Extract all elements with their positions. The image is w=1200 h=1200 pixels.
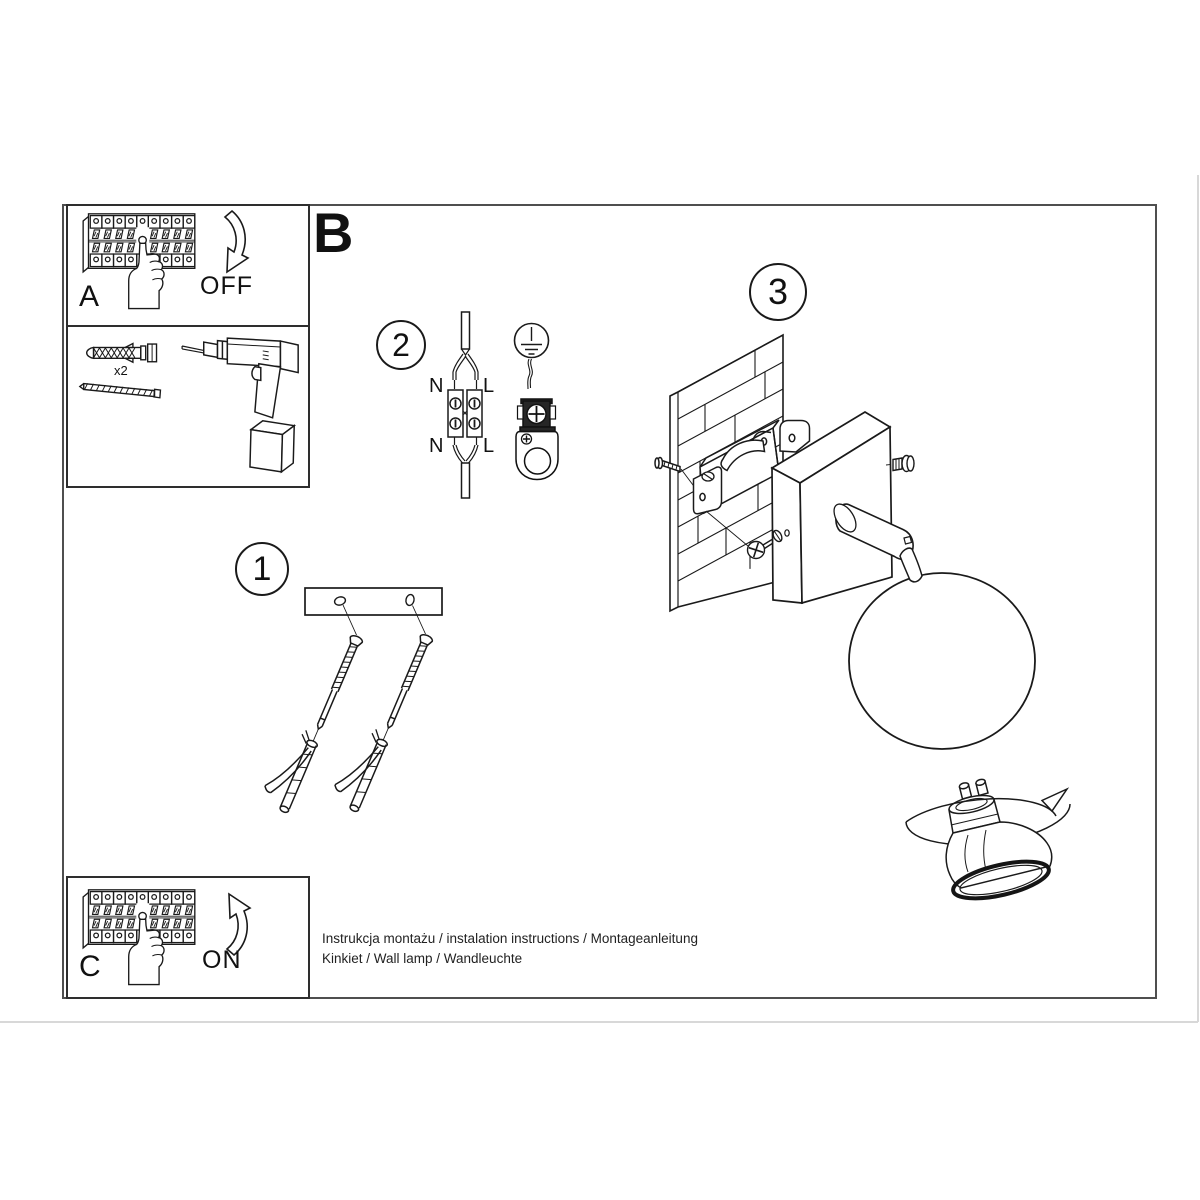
bulb-body <box>946 778 1052 905</box>
label-l-bottom: L <box>483 435 495 457</box>
caption-line-2: Kinkiet / Wall lamp / Wandleuchte <box>322 950 523 966</box>
wall-mounting-illustration <box>650 330 1060 780</box>
cable-top <box>462 312 470 349</box>
section-b-label: B <box>313 201 354 264</box>
step-1-number: 1 <box>252 549 272 588</box>
label-n-bottom: N <box>429 435 444 457</box>
step-2-badge <box>376 320 426 370</box>
cable-bottom <box>462 463 470 498</box>
caption-line-1: Instrukcja montażu / instalation instructions / Montageanleitung <box>322 931 698 946</box>
step-3-number: 3 <box>767 271 789 312</box>
earth-ground-icon <box>515 324 549 390</box>
screw-and-anchor <box>328 625 433 813</box>
power-on-label: ON <box>202 946 242 974</box>
tools-illustration <box>68 327 308 486</box>
step-2-number: 2 <box>392 326 410 363</box>
power-off-label: OFF <box>200 272 253 300</box>
mounting-strip <box>305 588 442 615</box>
anchor-quantity-label: x2 <box>114 363 128 378</box>
screw-icon <box>80 383 161 397</box>
shade-neck <box>900 548 922 582</box>
faint-vertical-rule <box>1197 175 1199 1022</box>
terminal-block <box>448 390 463 437</box>
step-a-label: A <box>79 280 100 313</box>
wall-plug-icon <box>87 344 157 363</box>
lamp-shade-ball <box>849 573 1035 749</box>
label-l-top: L <box>483 375 495 397</box>
drill-icon <box>182 338 298 472</box>
earth-terminal-bracket <box>516 399 558 480</box>
caption-block <box>322 929 698 968</box>
label-n-top: N <box>429 375 444 397</box>
faint-horizontal-rule <box>0 1021 1198 1023</box>
step-3-badge <box>749 263 807 321</box>
drilling-template-illustration <box>230 540 540 840</box>
step-a-box <box>66 204 310 328</box>
wiring-diagram <box>425 300 575 510</box>
step-c-box <box>66 876 310 999</box>
arrow-down-icon <box>206 208 252 280</box>
gu10-bulb-icon <box>890 758 1075 913</box>
tools-box <box>66 325 310 488</box>
step-c-label: C <box>79 950 101 983</box>
alignment-line <box>343 605 426 635</box>
